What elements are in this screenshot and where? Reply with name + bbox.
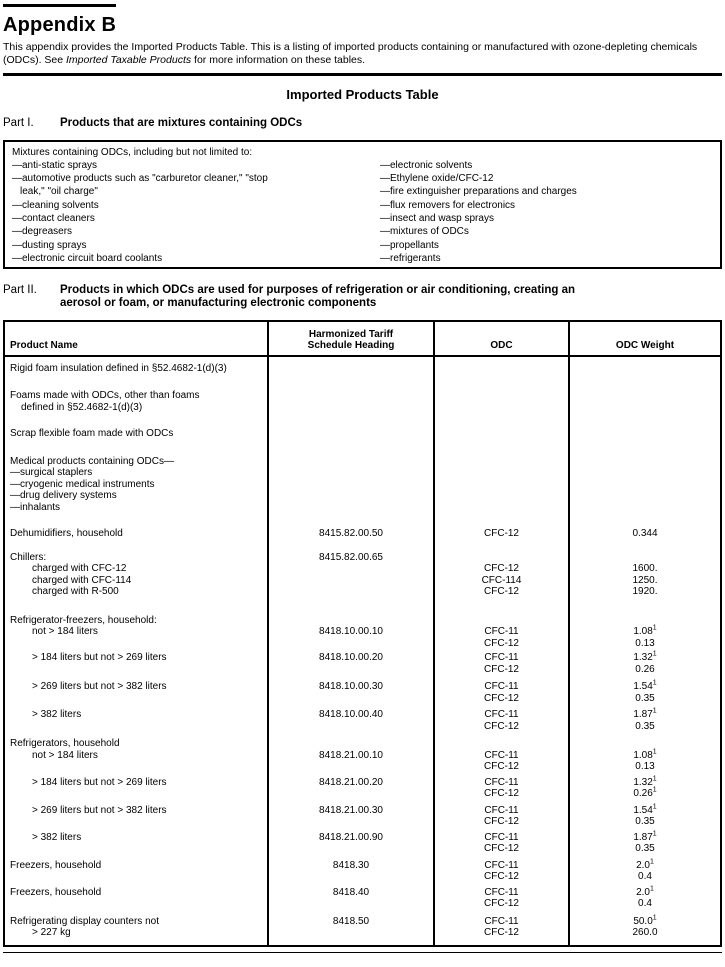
weight-line: 0.13 (635, 761, 655, 772)
odc-line: CFC-11 (484, 709, 519, 720)
tariff-line: 8418.21.00.30 (319, 804, 383, 816)
product-line: > 382 liters (32, 709, 82, 720)
column-header-product-name-label: Product Name (10, 340, 78, 351)
weight-cell (570, 390, 720, 428)
tariff-line: 8418.30 (332, 859, 370, 871)
weight-line: $2.0^1$ (636, 858, 654, 871)
product-line: charged with CFC-114 (32, 574, 132, 586)
weight-line: 0.35 (635, 720, 655, 732)
odc-cell (435, 887, 570, 916)
odc-cell (435, 428, 570, 456)
tariff-cell (269, 456, 435, 529)
product-line: —drug delivery systems (10, 490, 117, 501)
product-cell (5, 390, 269, 428)
part1-right-item: —insect and wasp sprays (380, 212, 494, 224)
page-bottom-rule (3, 952, 722, 953)
table-block (5, 357, 720, 391)
weight-line: 260.0 (632, 927, 658, 938)
part1-right-list (380, 159, 720, 265)
part1-box-intro: Mixtures containing ODCs, including but not limited to: (12, 146, 253, 158)
table-block (5, 916, 720, 945)
product-cell (5, 709, 269, 738)
product-cell (5, 552, 269, 615)
odc-cell (435, 777, 570, 805)
product-line: Rigid foam insulation defined in §52.4682-1(d)(3) (10, 362, 227, 374)
product-cell (5, 357, 269, 391)
product-line: Dehumidifiers, household (10, 528, 123, 539)
odc-line: CFC-11 (484, 886, 519, 898)
table-title: Imported Products Table (286, 87, 439, 102)
table-block (5, 552, 720, 615)
product-line: Refrigerators, household (10, 738, 120, 749)
odc-line: CFC-12 (483, 528, 519, 539)
part2-heading-line2: aerosol or foam, or manufacturing electronic components (60, 297, 377, 309)
tariff-cell (269, 709, 435, 738)
footnote-marker: 1 (652, 748, 657, 756)
table-block (5, 738, 720, 777)
product-line: not > 184 liters (32, 749, 98, 761)
product-cell (5, 860, 269, 887)
odc-cell (435, 652, 570, 681)
product-line: defined in §52.4682-1(d)(3) (21, 401, 143, 413)
part1-right-item: —Ethylene oxide/CFC-12 (380, 173, 494, 185)
product-cell (5, 738, 269, 777)
odc-line: CFC-12 (483, 692, 519, 704)
part1-left-item: —anti-static sprays (12, 159, 98, 171)
product-line: charged with R-500 (32, 586, 119, 597)
weight-cell (570, 887, 720, 916)
product-line: Freezers, household (10, 886, 102, 898)
weight-cell (570, 777, 720, 805)
weight-line: 1250. (632, 574, 658, 586)
odc-line (435, 552, 568, 564)
odc-cell (435, 552, 570, 615)
weight-cell (570, 615, 720, 653)
footnote-marker: 1 (652, 707, 657, 715)
table-block (5, 887, 720, 916)
weight-line: 0.35 (635, 843, 655, 854)
odc-line: CFC-11 (484, 626, 519, 637)
odc-line: CFC-11 (484, 915, 519, 927)
part1-right-item: —mixtures of ODCs (380, 226, 469, 238)
part1-columns (12, 159, 720, 265)
tariff-line: 8418.10.00.10 (319, 626, 383, 637)
table-block (5, 390, 720, 428)
weight-line: 1.08$^1$ (633, 624, 657, 637)
product-line: > 184 liters but not > 269 liters (32, 776, 167, 788)
part1-right-item: —refrigerants (380, 252, 441, 264)
table-block (5, 832, 720, 860)
weight-line: 0.26 (635, 663, 655, 675)
weight-cell (570, 916, 720, 945)
odc-line: CFC-11 (484, 859, 519, 871)
product-cell (5, 887, 269, 916)
part1-left-item: —degreasers (12, 226, 73, 238)
weight-line: 1.54$^1$ (633, 803, 657, 816)
tariff-cell (269, 777, 435, 805)
part2-heading (60, 284, 575, 311)
column-header-odc-label: ODC (490, 340, 513, 351)
product-cell (5, 805, 269, 832)
odc-line: CFC-12 (483, 871, 519, 882)
weight-line: 50.0$^1$ (633, 914, 657, 927)
part1-heading-row (3, 117, 722, 131)
table-header-row (5, 322, 720, 357)
product-line: Freezers, household (10, 859, 102, 871)
weight-line: 1600. (632, 563, 658, 574)
odc-cell (435, 860, 570, 887)
footnote-marker: 1 (652, 624, 657, 632)
weight-cell (570, 456, 720, 529)
product-cell (5, 681, 269, 709)
weight-line: 0.344 (632, 528, 658, 539)
tariff-cell (269, 887, 435, 916)
column-header-odc-weight-label: ODC Weight (615, 340, 675, 351)
weight-cell (570, 552, 720, 615)
part1-label: Part I. (3, 117, 34, 129)
odc-line: CFC-11 (484, 776, 519, 788)
odc-line (435, 615, 568, 627)
odc-cell (435, 528, 570, 552)
product-line: > 382 liters (32, 831, 82, 843)
odc-line: CFC-12 (483, 843, 519, 854)
intro-text-pre: This appendix provides the Imported Products Table. This is a listing of imported products containing or manufactured with ozone-depleting chemicals (ODCs). See (3, 41, 698, 66)
footnote-marker: 1 (652, 679, 657, 687)
odc-line: CFC-12 (483, 586, 519, 597)
weight-line: $2.0^1$ (636, 885, 654, 898)
tariff-cell (269, 681, 435, 709)
part1-right-item: —flux removers for electronics (380, 199, 516, 211)
odc-cell (435, 832, 570, 860)
odc-line: CFC-11 (484, 652, 519, 663)
weight-cell (570, 528, 720, 552)
product-line: Refrigerator-freezers, household: (10, 614, 157, 626)
table-block (5, 681, 720, 709)
weight-line: 1.32$^1$ (633, 775, 657, 788)
product-line: Scrap flexible foam made with ODCs (10, 428, 174, 439)
odc-cell (435, 738, 570, 777)
tariff-cell (269, 390, 435, 428)
table-block (5, 615, 720, 653)
odc-line: CFC-11 (484, 804, 519, 816)
part1-right-item: —propellants (380, 239, 439, 251)
table-block (5, 805, 720, 832)
tariff-cell (269, 738, 435, 777)
product-cell (5, 528, 269, 552)
tariff-cell (269, 615, 435, 653)
weight-line: 1.87$^1$ (633, 707, 657, 720)
product-line: > 184 liters but not > 269 liters (32, 652, 167, 663)
weight-cell (570, 681, 720, 709)
odc-cell (435, 615, 570, 653)
tariff-line: 8418.21.00.90 (319, 831, 383, 843)
tariff-cell (269, 428, 435, 456)
weight-cell (570, 357, 720, 391)
tariff-cell (269, 916, 435, 945)
tariff-cell (269, 652, 435, 681)
part1-left-item: leak," "oil charge" (20, 186, 98, 198)
tariff-cell (269, 832, 435, 860)
column-header-odc-weight (570, 322, 720, 355)
product-line: —inhalants (10, 501, 61, 513)
part1-right-item: —fire extinguisher preparations and charges (380, 186, 577, 198)
product-line: Chillers: (10, 551, 47, 563)
odc-line: CFC-12 (483, 637, 519, 649)
weight-line: 1.08$^1$ (633, 748, 657, 761)
product-line: charged with CFC-12 (32, 563, 127, 574)
tariff-line (269, 738, 433, 750)
tariff-line (269, 615, 433, 627)
title-rule (3, 4, 116, 7)
weight-line: 0.35 (635, 816, 655, 827)
tariff-line: 8418.10.00.20 (319, 652, 383, 663)
weight-line: 0.26$^1$ (633, 786, 657, 799)
tariff-cell (269, 552, 435, 615)
odc-cell (435, 916, 570, 945)
product-line: —cryogenic medical instruments (10, 478, 155, 490)
odc-line: CFC-12 (483, 563, 519, 574)
part1-heading: Products that are mixtures containing ODCs (60, 117, 303, 129)
product-line: > 269 liters but not > 382 liters (32, 681, 167, 692)
tariff-line: 8418.40 (332, 886, 370, 898)
weight-cell (570, 652, 720, 681)
product-cell (5, 832, 269, 860)
table-block (5, 709, 720, 738)
footnote-marker: 1 (652, 803, 657, 811)
product-line: Foams made with ODCs, other than foams (10, 390, 200, 401)
odc-line: CFC-11 (484, 749, 519, 761)
product-line: > 269 liters but not > 382 liters (32, 804, 167, 816)
weight-line: 1920. (632, 586, 658, 597)
intro-text-post: for more information on these tables. (191, 54, 366, 66)
footnote-marker: 1 (652, 786, 657, 794)
part2-heading-row (3, 284, 722, 311)
product-line: Refrigerating display counters not (10, 915, 159, 927)
column-header-tariff-line2: Schedule Heading (307, 340, 395, 351)
column-header-tariff (269, 322, 435, 355)
table-block (5, 428, 720, 456)
table-block (5, 652, 720, 681)
odc-line: CFC-11 (484, 831, 519, 843)
part1-right-item: —electronic solvents (380, 159, 473, 171)
part1-left-item: —electronic circuit board coolants (12, 252, 163, 264)
table-body (5, 357, 720, 945)
odc-cell (435, 456, 570, 529)
weight-cell (570, 860, 720, 887)
intro-text-italic: Imported Taxable Products (66, 54, 192, 66)
intro-paragraph (3, 41, 722, 67)
odc-cell (435, 709, 570, 738)
part1-mixtures-box (3, 140, 722, 269)
part1-left-item: —automotive products such as "carburetor cleaner," "stop (12, 173, 268, 185)
section-divider-rule (3, 73, 722, 76)
table-block (5, 456, 720, 529)
tariff-line: 8415.82.00.65 (319, 551, 383, 563)
tariff-line: 8418.10.00.30 (319, 681, 383, 692)
product-cell (5, 916, 269, 945)
odc-line: CFC-12 (483, 788, 519, 799)
tariff-line: 8415.82.00.50 (319, 528, 383, 539)
odc-line: CFC-11 (484, 681, 519, 692)
odc-line: CFC-114 (481, 574, 522, 586)
footnote-marker: 1 (652, 775, 657, 783)
footnote-marker: 1 (652, 914, 657, 922)
odc-cell (435, 390, 570, 428)
product-cell (5, 777, 269, 805)
table-block (5, 777, 720, 805)
odc-line: CFC-12 (483, 898, 519, 909)
weight-cell (570, 738, 720, 777)
footnote-marker: 1 (652, 650, 657, 658)
tariff-line: 8418.50 (332, 915, 370, 927)
tariff-cell (269, 357, 435, 391)
tariff-cell (269, 805, 435, 832)
table-block (5, 528, 720, 552)
odc-cell (435, 681, 570, 709)
odc-line: CFC-12 (483, 816, 519, 827)
tariff-line: 8418.10.00.40 (319, 709, 383, 720)
weight-line: 0.35 (635, 692, 655, 704)
page-title: Appendix B (3, 14, 117, 36)
weight-cell (570, 832, 720, 860)
product-cell (5, 428, 269, 456)
product-line: > 227 kg (32, 927, 71, 938)
weight-cell (570, 805, 720, 832)
odc-line: CFC-12 (483, 663, 519, 675)
odc-line: CFC-12 (483, 927, 519, 938)
weight-line: 0.4 (638, 871, 652, 882)
product-cell (5, 615, 269, 653)
column-header-product-name (5, 322, 269, 355)
product-line: —surgical staplers (10, 467, 93, 478)
tariff-cell (269, 528, 435, 552)
weight-line: 0.13 (635, 637, 655, 649)
tariff-line: 8418.21.00.20 (319, 776, 383, 788)
weight-line: 1.87$^1$ (633, 830, 657, 843)
column-header-odc (435, 322, 570, 355)
footnote-marker: 1 (652, 830, 657, 838)
odc-line: CFC-12 (483, 761, 519, 772)
odc-cell (435, 357, 570, 391)
product-line: Medical products containing ODCs— (10, 455, 174, 467)
footnote-marker: 1 (650, 885, 654, 893)
table-block (5, 860, 720, 887)
imported-products-table (3, 320, 722, 947)
product-line: not > 184 liters (32, 626, 98, 637)
weight-cell (570, 709, 720, 738)
weight-line (570, 552, 720, 564)
product-cell (5, 456, 269, 529)
weight-line (570, 738, 720, 750)
part1-left-list (12, 159, 380, 265)
part2-label: Part II. (3, 283, 37, 296)
footnote-marker: 1 (650, 858, 654, 866)
odc-line: CFC-12 (483, 720, 519, 732)
odc-line (435, 738, 568, 750)
weight-line: 0.4 (638, 898, 652, 909)
part2-heading-line1: Products in which ODCs are used for purposes of refrigeration or air conditioning, creating an (60, 283, 576, 296)
weight-line (570, 615, 720, 627)
tariff-line: 8418.21.00.10 (319, 749, 383, 761)
column-header-tariff-line1: Harmonized Tariff (308, 328, 394, 340)
odc-cell (435, 805, 570, 832)
part1-left-item: —contact cleaners (12, 212, 95, 224)
weight-line: 1.54$^1$ (633, 679, 657, 692)
weight-line: 1.32$^1$ (633, 650, 657, 663)
product-cell (5, 652, 269, 681)
part1-left-item: —cleaning solvents (12, 199, 99, 211)
part1-left-item: —dusting sprays (12, 239, 87, 251)
tariff-cell (269, 860, 435, 887)
weight-cell (570, 428, 720, 456)
